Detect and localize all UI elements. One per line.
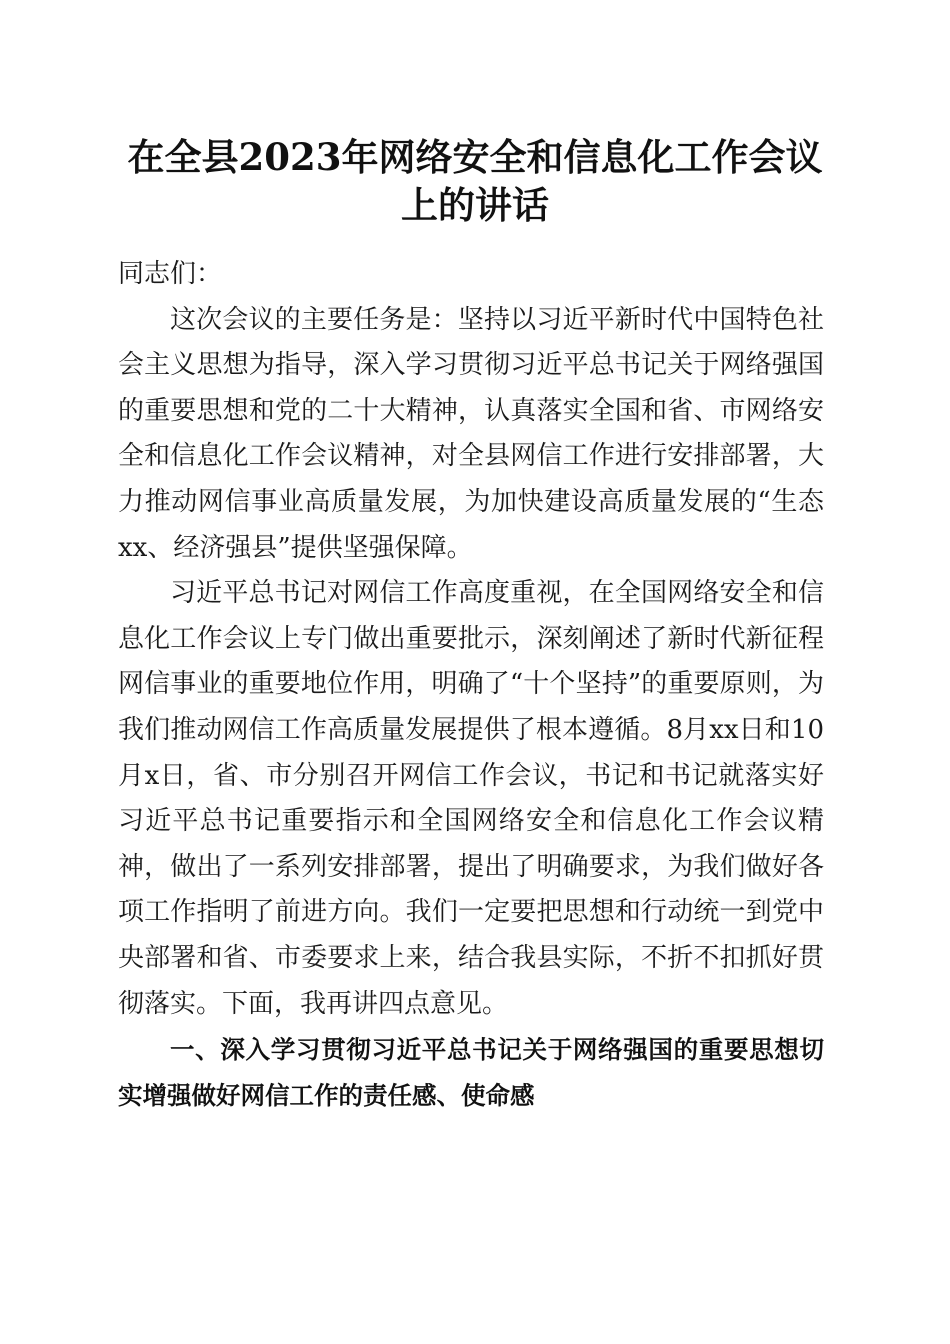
section-heading-1: 一、深入学习贯彻习近平总书记关于网络强国的重要思想切实增强做好网信工作的责任感、使命感 — [118, 1035, 824, 1110]
document-body — [118, 252, 824, 1118]
paragraph-2: 习近平总书记对网信工作高度重视，在全国网络安全和信息化工作会议上专门做出重要批示，深刻阐述了新时代新征程网信事业的重要地位作用，明确了“十个坚持”的重要原则，为我们推动网信工作高质量发展提供了根本遵循。8月xx日和10月x日，省、市分别召开网信工作会议，书记和书记就落实好习近平总书记重要指示和全国网络安全和信息化工作会议精神，做出了一系列安排部署，提出了明确要求，为我们做好各项工作指明了前进方向。我们一定要把思想和行动统一到党中央部署和省、市委要求上来，结合我县实际，不折不扣抓好贯彻落实。下面，我再讲四点意见。 — [118, 578, 824, 1019]
paragraph-1: 这次会议的主要任务是：坚持以习近平新时代中国特色社会主义思想为指导，深入学习贯彻习近平总书记关于网络强国的重要思想和党的二十大精神，认真落实全国和省、市网络安全和信息化工作会议精神，对全县网信工作进行安排部署，大力推动网信事业高质量发展，为加快建设高质量发展的“生态xx、经济强县”提供坚强保障。 — [118, 304, 824, 563]
salutation: 同志们： — [118, 259, 223, 289]
document-title: 在全县2023年网络安全和信息化工作会议上的讲话 — [127, 135, 823, 227]
